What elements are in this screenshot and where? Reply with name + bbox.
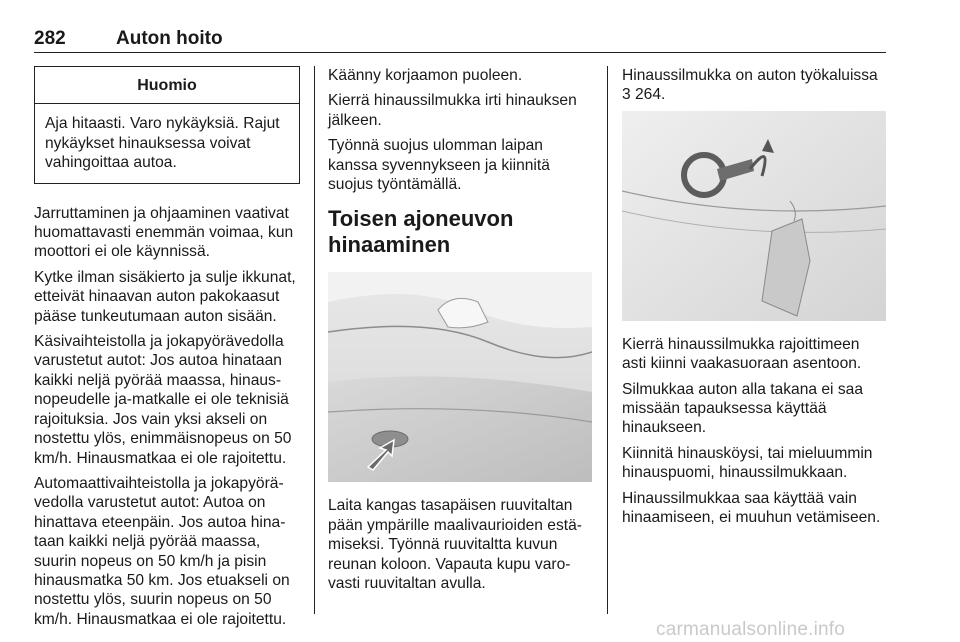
paragraph: Työnnä suojus ulomman laipan kanssa syvennykseen ja kiinnitä suojus työntämällä. <box>328 137 550 194</box>
paragraph: Kierrä hinaussilmukka irti hinauksen jälkeen. <box>328 92 577 129</box>
watermark-text: carmanualsonline.info <box>656 619 846 640</box>
paragraph: Hinaussilmukkaa saa käyttää vain hinaamiseen, ei muuhun vetämiseen. <box>622 489 881 527</box>
paragraph: Automaattivaihteistolla ja jokapyörävedolla varustetut autot: Autoa on hinattava eteenpäin. Jos autoa hinataan kaikki neljä pyörää maassa, suurin nopeus on 50 km/h ja pisin hinausmatka 50 km. Jos etuakseli on nostettu ylös, suurin nopeus on 50 km/h. Hinausmatkaa ei ole rajoitettu. <box>34 474 290 628</box>
notice-text: Aja hitaasti. Varo nykäyksiä. Rajut nykäykset hinauksessa voivat vahingoittaa autoa. <box>45 115 280 172</box>
paragraph: Silmukkaa auton alla takana ei saa missään tapauksessa käyttää hinaukseen. <box>622 380 863 437</box>
towing-eye-illustration <box>622 111 886 321</box>
paragraph: Käänny korjaamon puoleen. <box>328 67 523 84</box>
paragraph: Jarruttaminen ja ohjaaminen vaativat huomattavasti enemmän voimaa, kun moottori ei ole käynnissä. <box>34 204 294 261</box>
towing-eye-svg <box>622 111 886 321</box>
page-header <box>34 26 886 53</box>
rear-bumper-cover-illustration <box>328 272 592 482</box>
column-right <box>622 66 888 533</box>
notice-title: Huomio <box>35 67 299 104</box>
column-left <box>34 66 300 635</box>
column-middle <box>328 66 592 599</box>
paragraph: Kierrä hinaussilmukka rajoittimeen asti kiinni vaakasuoraan asentoon. <box>622 335 862 373</box>
notice-box <box>34 66 300 184</box>
paragraph: Käsivaihteistolla ja jokapyörävedolla varustetut autot: Jos autoa hinataan kaikki neljä pyörää maassa, hinausnopeudelle ja-matkalle ei ole teknisiä rajoituksia. Jos vain yksi akseli on nostettu ylös, enimmäisnopeus on 50 km/h. Hinausmatkaa ei ole rajoitettu. <box>34 333 292 467</box>
paragraph: Hinaussilmukka on auton työkaluissa 3 264. <box>622 67 878 104</box>
chapter-title: Auton hoito <box>116 28 223 49</box>
paragraph: Kiinnitä hinausköysi, tai mieluummin hinauspuomi, hinaussilmukkaan. <box>622 444 873 482</box>
paragraph: Laita kangas tasapäisen ruuvitaltan pään ympärille maalivaurioiden estämiseksi. Työnnä ruuvitaltta kuvun reunan koloon. Vapauta kupu varovasti ruuvitaltan avulla. <box>328 497 582 593</box>
paragraph: Kytke ilman sisäkierto ja sulje ikkunat, etteivät hinaavan auton pakokaasut pääse tunkeutumaan auton sisään. <box>34 268 296 325</box>
column-divider <box>607 66 608 614</box>
page-number: 282 <box>34 28 66 49</box>
section-heading: Toisen ajoneuvon hinaaminen <box>328 206 514 258</box>
column-divider <box>314 66 315 614</box>
bumper-illustration-svg <box>328 272 592 482</box>
